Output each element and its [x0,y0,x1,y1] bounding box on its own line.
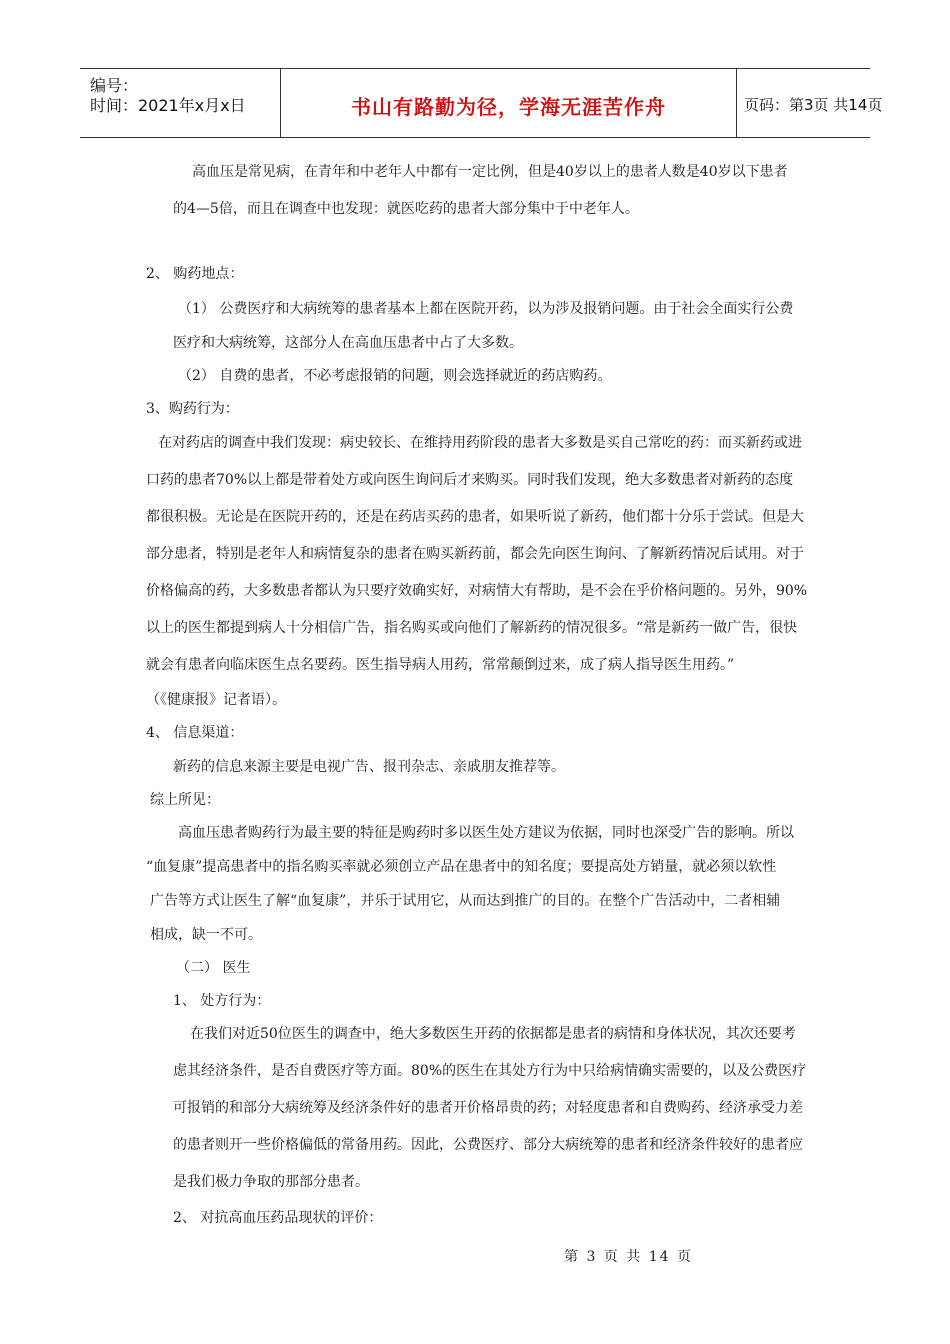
paragraph-line: 在我们对近50位医生的调查中，绝大多数医生开药的依据都是患者的病情和身体状况，其次还要考 [190,1026,796,1042]
page-info: 页码：第3页 共14页 [744,96,883,114]
section-heading: 2、 对抗高血压药品现状的评价： [173,1210,383,1226]
paragraph-line: 在对药店的调查中我们发现：病史较长、在维持用药阶段的患者大多数是买自己常吃的药：而买新药或进 [158,435,802,451]
paragraph-line: 以上的医生都提到病人十分相信广告，指名购买或向他们了解新药的情况很多。“常是新药一做广告，很快 [146,620,798,636]
paragraph-line: 口药的患者70%以上都是带着处方或向医生询问后才来购买。同时我们发现，绝大多数患者对新药的态度 [146,472,794,488]
header-center-cell [280,69,737,137]
list-item: （1） 公费医疗和大病统筹的患者基本上都在医院开药，以为涉及报销问题。由于社会全面实行公费 [178,301,794,317]
section-heading: 综上所见： [150,792,220,808]
paragraph-line: 都很积极。无论是在医院开药的，还是在药店买药的患者，如果听说了新药，他们都十分乐于尝试。但是大 [146,509,804,525]
paragraph-line: 部分患者，特别是老年人和病情复杂的患者在购买新药前，都会先向医生询问、了解新药情况后试用。对于 [146,546,804,562]
section-heading: 2、 购药地点： [146,266,244,282]
header-right-cell [736,69,883,137]
paragraph-line: 价格偏高的药，大多数患者都认为只要疗效确实好，对病情大有帮助，是不会在乎价格问题的。另外，90% [146,583,808,599]
header-left-cell [80,69,280,137]
paragraph-line: 高血压是常见病，在青年和中老年人中都有一定比例，但是40岁以上的患者人数是40岁以下患者 [192,164,788,180]
section-heading: 1、 处方行为： [173,993,271,1009]
paragraph-line: 的4—5倍，而且在调查中也发现：就医吃药的患者大部分集中于中老年人。 [173,201,639,217]
page-header [80,68,883,138]
paragraph-line: 可报销的和部分大病统筹及经济条件好的患者开价格昂贵的药；对轻度患者和自费购药、经济承受力差 [173,1100,803,1116]
paragraph-line: “血复康”提高患者中的指名购买率就必须创立产品在患者中的知名度；要提高处方销量，就必须以软性 [146,859,777,875]
paragraph-line: 相成，缺一不可。 [150,927,262,943]
paragraph-line: 广告等方式让医生了解“血复康”，并乐于试用它，从而达到推广的目的。在整个广告活动中，二者相辅 [150,893,781,909]
paragraph-line: 新药的信息来源主要是电视广告、报刊杂志、亲戚朋友推荐等。 [173,759,565,775]
list-item: （2） 自费的患者，不必考虑报销的问题，则会选择就近的药店购药。 [178,368,612,384]
section-heading: 3、购药行为： [146,401,239,417]
section-heading: 4、 信息渠道： [146,725,244,741]
paragraph-line: 的患者则开一些价格偏低的常备用药。因此，公费医疗、部分大病统筹的患者和经济条件较好的患者应 [173,1137,803,1153]
page-footer: 第 3 页 共 14 页 [564,1249,693,1265]
document-date: 时间：2021年x月x日 [90,96,246,115]
document-number: 编号： [90,76,139,95]
paragraph-line: （《健康报》记者语）。 [146,692,286,708]
motto: 书山有路勤为径，学海无涯苦作舟 [351,95,666,119]
paragraph-line: 高血压患者购药行为最主要的特征是购药时多以医生处方建议为依据，同时也深受广告的影响。所以 [178,825,794,841]
section-heading: （二） 医生 [176,960,251,976]
paragraph-line: 医疗和大病统筹，这部分人在高血压患者中占了大多数。 [173,335,523,351]
paragraph-line: 是我们极力争取的那部分患者。 [173,1174,369,1190]
paragraph-line: 虑其经济条件，是否自费医疗等方面。80%的医生在其处方行为中只给病情确实需要的，以及公费医疗 [173,1063,807,1079]
paragraph-line: 就会有患者向临床医生点名要药。医生指导病人用药，常常颠倒过来，成了病人指导医生用药。” [146,657,735,673]
